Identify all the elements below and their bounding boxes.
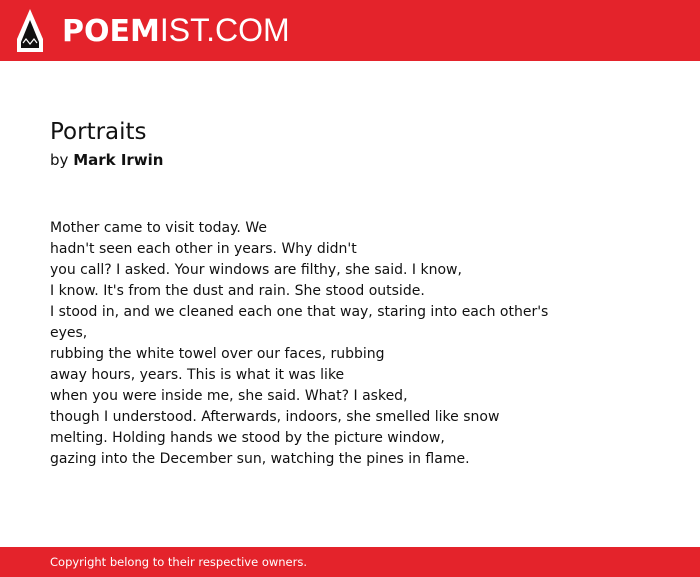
site-logo[interactable] [62,12,290,50]
author-name[interactable]: Mark Irwin [73,151,164,169]
poem-line: though I understood. Afterwards, indoors, she smelled like snow [50,409,500,425]
poem-line: melting. Holding hands we stood by the picture window, [50,430,445,446]
logo-bold-text: POEM [62,14,160,49]
site-header [0,0,700,61]
poem-line: I stood in, and we cleaned each one that way, staring into each other's [50,304,549,320]
poem-line: gazing into the December sun, watching the pines in flame. [50,451,470,467]
site-footer [0,547,700,577]
copyright-notice: Copyright belong to their respective owners. [50,555,308,569]
poem-line: hadn't seen each other in years. Why didn't [50,241,357,257]
poem-line: rubbing the white towel over our faces, rubbing [50,346,385,362]
poem-line: eyes, [50,325,88,341]
poem-header [50,118,650,170]
by-label: by [50,151,69,169]
poem-title: Portraits [50,119,147,145]
poem-line: away hours, years. This is what it was like [50,367,345,383]
poem-line: you call? I asked. Your windows are filthy, she said. I know, [50,262,462,278]
poem-body [50,218,570,470]
pencil-tip-icon[interactable] [17,9,43,52]
poem-line: I know. It's from the dust and rain. She stood outside. [50,283,425,299]
byline [50,150,650,170]
poem-line: Mother came to visit today. We [50,220,267,236]
logo-light-text: IST.COM [159,12,290,48]
poem-line: when you were inside me, she said. What? I asked, [50,388,408,404]
